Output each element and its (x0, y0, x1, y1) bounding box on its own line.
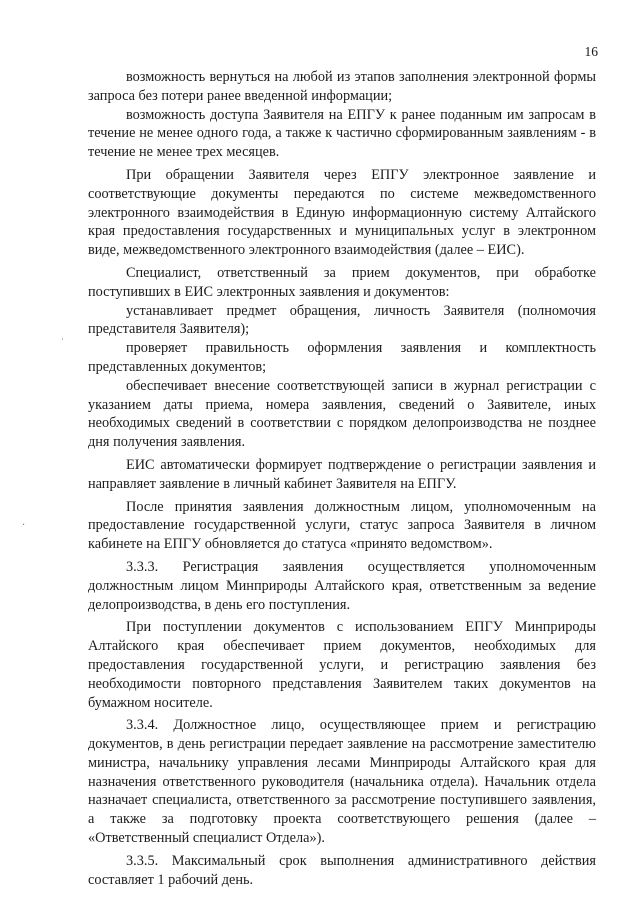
paragraph: обеспечивает внесение соответствующей записи в журнал регистрации с указанием даты приема, номера заявления, сведений о Заявителе, иных необходимых сведений в соответствии с порядком делопроизводства не позднее дня получения заявления. (88, 377, 596, 451)
page-number: 16 (584, 44, 598, 59)
paragraph: ЕИС автоматически формирует подтверждение о регистрации заявления и направляет заявление в личный кабинет Заявителя на ЕПГУ. (88, 456, 596, 492)
scan-mark: · (22, 520, 26, 531)
paragraph: 3.3.3. Регистрация заявления осуществляется уполномоченным должностным лицом Минприроды Алтайского края, ответственным за ведение делопроизводства, в день его поступления. (88, 558, 596, 613)
paragraph: При поступлении документов с использованием ЕПГУ Минприроды Алтайского края обеспечивает прием документов, необходимых для предоставления государственной услуги, и регистрацию заявления без необходимости повторного представления Заявителем таких документов на бумажном носителе. (88, 619, 596, 711)
paragraph: проверяет правильность оформления заявления и комплектность представленных документов; (88, 340, 596, 375)
paragraph: возможность вернуться на любой из этапов заполнения электронной формы запроса без потери ранее введенной информации; (88, 69, 596, 104)
paragraph: При обращении Заявителя через ЕПГУ электронное заявление и соответствующие документы передаются по системе межведомственного электронного взаимодействия в Единую информационную систему Алтайского края предоставления государственных и муниципальных услуг в электронном виде, межведомственного электронного взаимодействия (далее – ЕИС). (88, 166, 596, 259)
scan-mark: ˙ (60, 338, 65, 349)
paragraph: После принятия заявления должностным лицом, уполномоченным на предоставление государственной услуги, статус запроса Заявителя в личном кабинете на ЕПГУ обновляется до статуса «принято ведомством». (88, 498, 596, 553)
paragraph: 3.3.5. Максимальный срок выполнения административного действия составляет 1 рабочий день. (88, 852, 596, 888)
document-body (88, 68, 596, 889)
paragraph: устанавливает предмет обращения, личность Заявителя (полномочия представителя Заявителя); (88, 302, 596, 338)
paragraph: возможность доступа Заявителя на ЕПГУ к ранее поданным им запросам в течение не менее одного года, а также к частично сформированным заявлениям - в течение не менее трех месяцев. (88, 106, 596, 161)
paragraph: Специалист, ответственный за прием документов, при обработке поступивших в ЕИС электронных заявления и документов: (88, 264, 596, 300)
paragraph: 3.3.4. Должностное лицо, осуществляющее прием и регистрацию документов, в день регистрации передает заявление на рассмотрение заместителю министра, начальнику управления лесами Минприроды Алтайского края для назначения ответственного руководителя (начальника отдела). Начальник отдела назначает специалиста, ответственного за рассмотрение поступившего заявления, а также за подготовку проекта соответствующего решения (далее – «Ответственный специалист Отдела»). (88, 717, 596, 847)
